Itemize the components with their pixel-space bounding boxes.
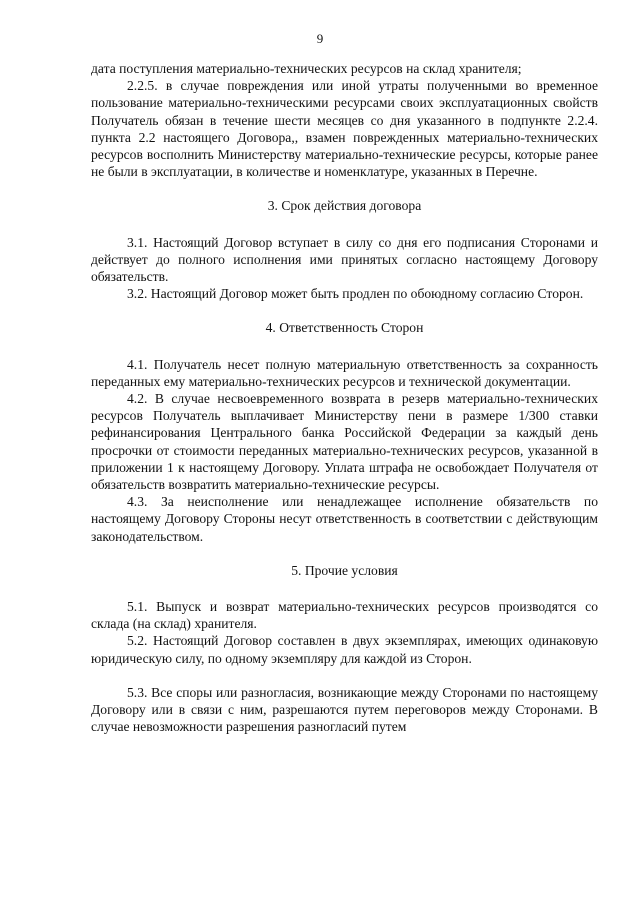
paragraph-5-2: 5.2. Настоящий Договор составлен в двух экземплярах, имеющих одинаковую юридическую силу, по одному экземпляру для каждой из Сторон. xyxy=(91,633,598,666)
paragraph-5-1: 5.1. Выпуск и возврат материально-технических ресурсов производятся со склада (на склад) хранителя. xyxy=(91,599,598,632)
paragraph-4-1: 4.1. Получатель несет полную материальную ответственность за сохранность переданных ему материально-технических ресурсов и технической документации. xyxy=(91,356,598,389)
paragraph-5-3: 5.3. Все споры или разногласия, возникающие между Сторонами по настоящему Договору или в связи с ним, разрешаются путем переговоров между Сторонами. В случае невозможности разрешения разногласий путем xyxy=(91,684,598,735)
paragraph-2-2-5: 2.2.5. в случае повреждения или иной утраты полученными во временное пользование материально-техническими ресурсами своих эксплуатационных свойств Получатель обязан в течение шести месяцев со дня указанного в подпункте 2.2.4. пункта 2.2 настоящего Договора,, взамен поврежденных материально-технических ресурсов восполнить Министерству материально-технические ресурсы, которые ранее не были в эксплуатации, в количестве и номенклатуре, указанных в Перечне. xyxy=(91,78,598,180)
paragraph-3-1: 3.1. Настоящий Договор вступает в силу со дня его подписания Сторонами и действует до полного исполнения ими принятых согласно настоящему Договору обязательств. xyxy=(91,234,598,285)
paragraph-delivery-date: дата поступления материально-технических ресурсов на склад хранителя; xyxy=(91,61,522,76)
paragraph-4-2: 4.2. В случае несвоевременного возврата в резерв материально-технических ресурсов Получатель выплачивает Министерству пени в размере 1/300 ставки рефинансирования Центрального банка Российской Федерации за каждый день просрочки от стоимости переданных материально-технических ресурсов, указанной в приложении 1 к настоящему Договору. Уплата штрафа не освобождает Получателя от обязательств возвратить материально-технические ресурсы. xyxy=(91,391,598,493)
page-number: 9 xyxy=(316,31,324,46)
section-3-heading: 3. Срок действия договора xyxy=(267,198,422,214)
section-5-heading: 5. Прочие условия xyxy=(291,562,398,578)
section-4-heading: 4. Ответственность Сторон xyxy=(265,320,424,336)
paragraph-3-2: 3.2. Настоящий Договор может быть продлен по обоюдному согласию Сторон. xyxy=(127,286,584,302)
document-body xyxy=(91,60,598,736)
paragraph-4-3: 4.3. За неисполнение или ненадлежащее исполнение обязательств по настоящему Договору Стороны несут ответственность в соответствии с действующим законодательством. xyxy=(91,494,598,544)
